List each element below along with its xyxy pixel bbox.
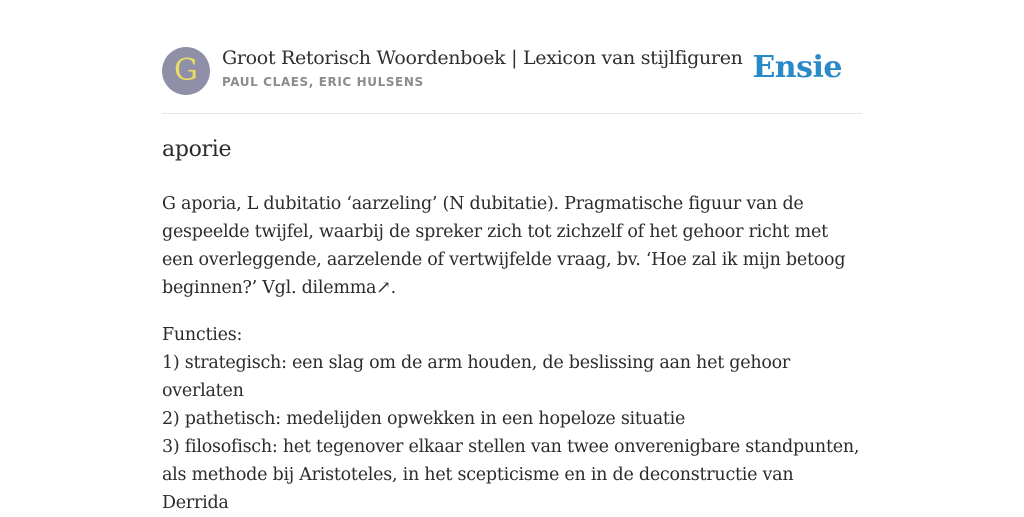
book-authors: PAUL CLAES, ERIC HULSENS: [222, 75, 424, 89]
book-avatar: G: [162, 47, 210, 95]
book-title[interactable]: Groot Retorisch Woordenboek | Lexicon van stijlfiguren: [222, 47, 743, 69]
entry-functions: [162, 321, 862, 517]
entry-definition: G aporia, L dubitatio ‘aarzeling’ (N dubitatie). Pragmatische figuur van de gespeelde twijfel, waarbij de spreker zich tot zichzelf of het gehoor richt met een overleggende, aarzelende of vertwijfelde vraag, bv. ‘Hoe zal ik mijn betoog beginnen?’ Vgl. dilemma↗.: [162, 194, 846, 298]
function-item: 2) pathetisch: medelijden opwekken in een hopeloze situatie: [162, 409, 686, 429]
functions-heading: Functies:: [162, 325, 243, 345]
function-item: 3) filosofisch: het tegenover elkaar stellen van twee onverenigbare standpunten, als methode bij Aristoteles, in het scepticisme en in de deconstructie van Derrida: [162, 437, 860, 513]
page-header: [162, 46, 862, 96]
entry-term: aporie: [162, 137, 232, 162]
header-divider: [162, 113, 862, 114]
ensie-logo[interactable]: Ensie: [752, 50, 842, 85]
function-item: 1) strategisch: een slag om de arm houden, de beslissing aan het gehoor overlaten: [162, 353, 791, 401]
